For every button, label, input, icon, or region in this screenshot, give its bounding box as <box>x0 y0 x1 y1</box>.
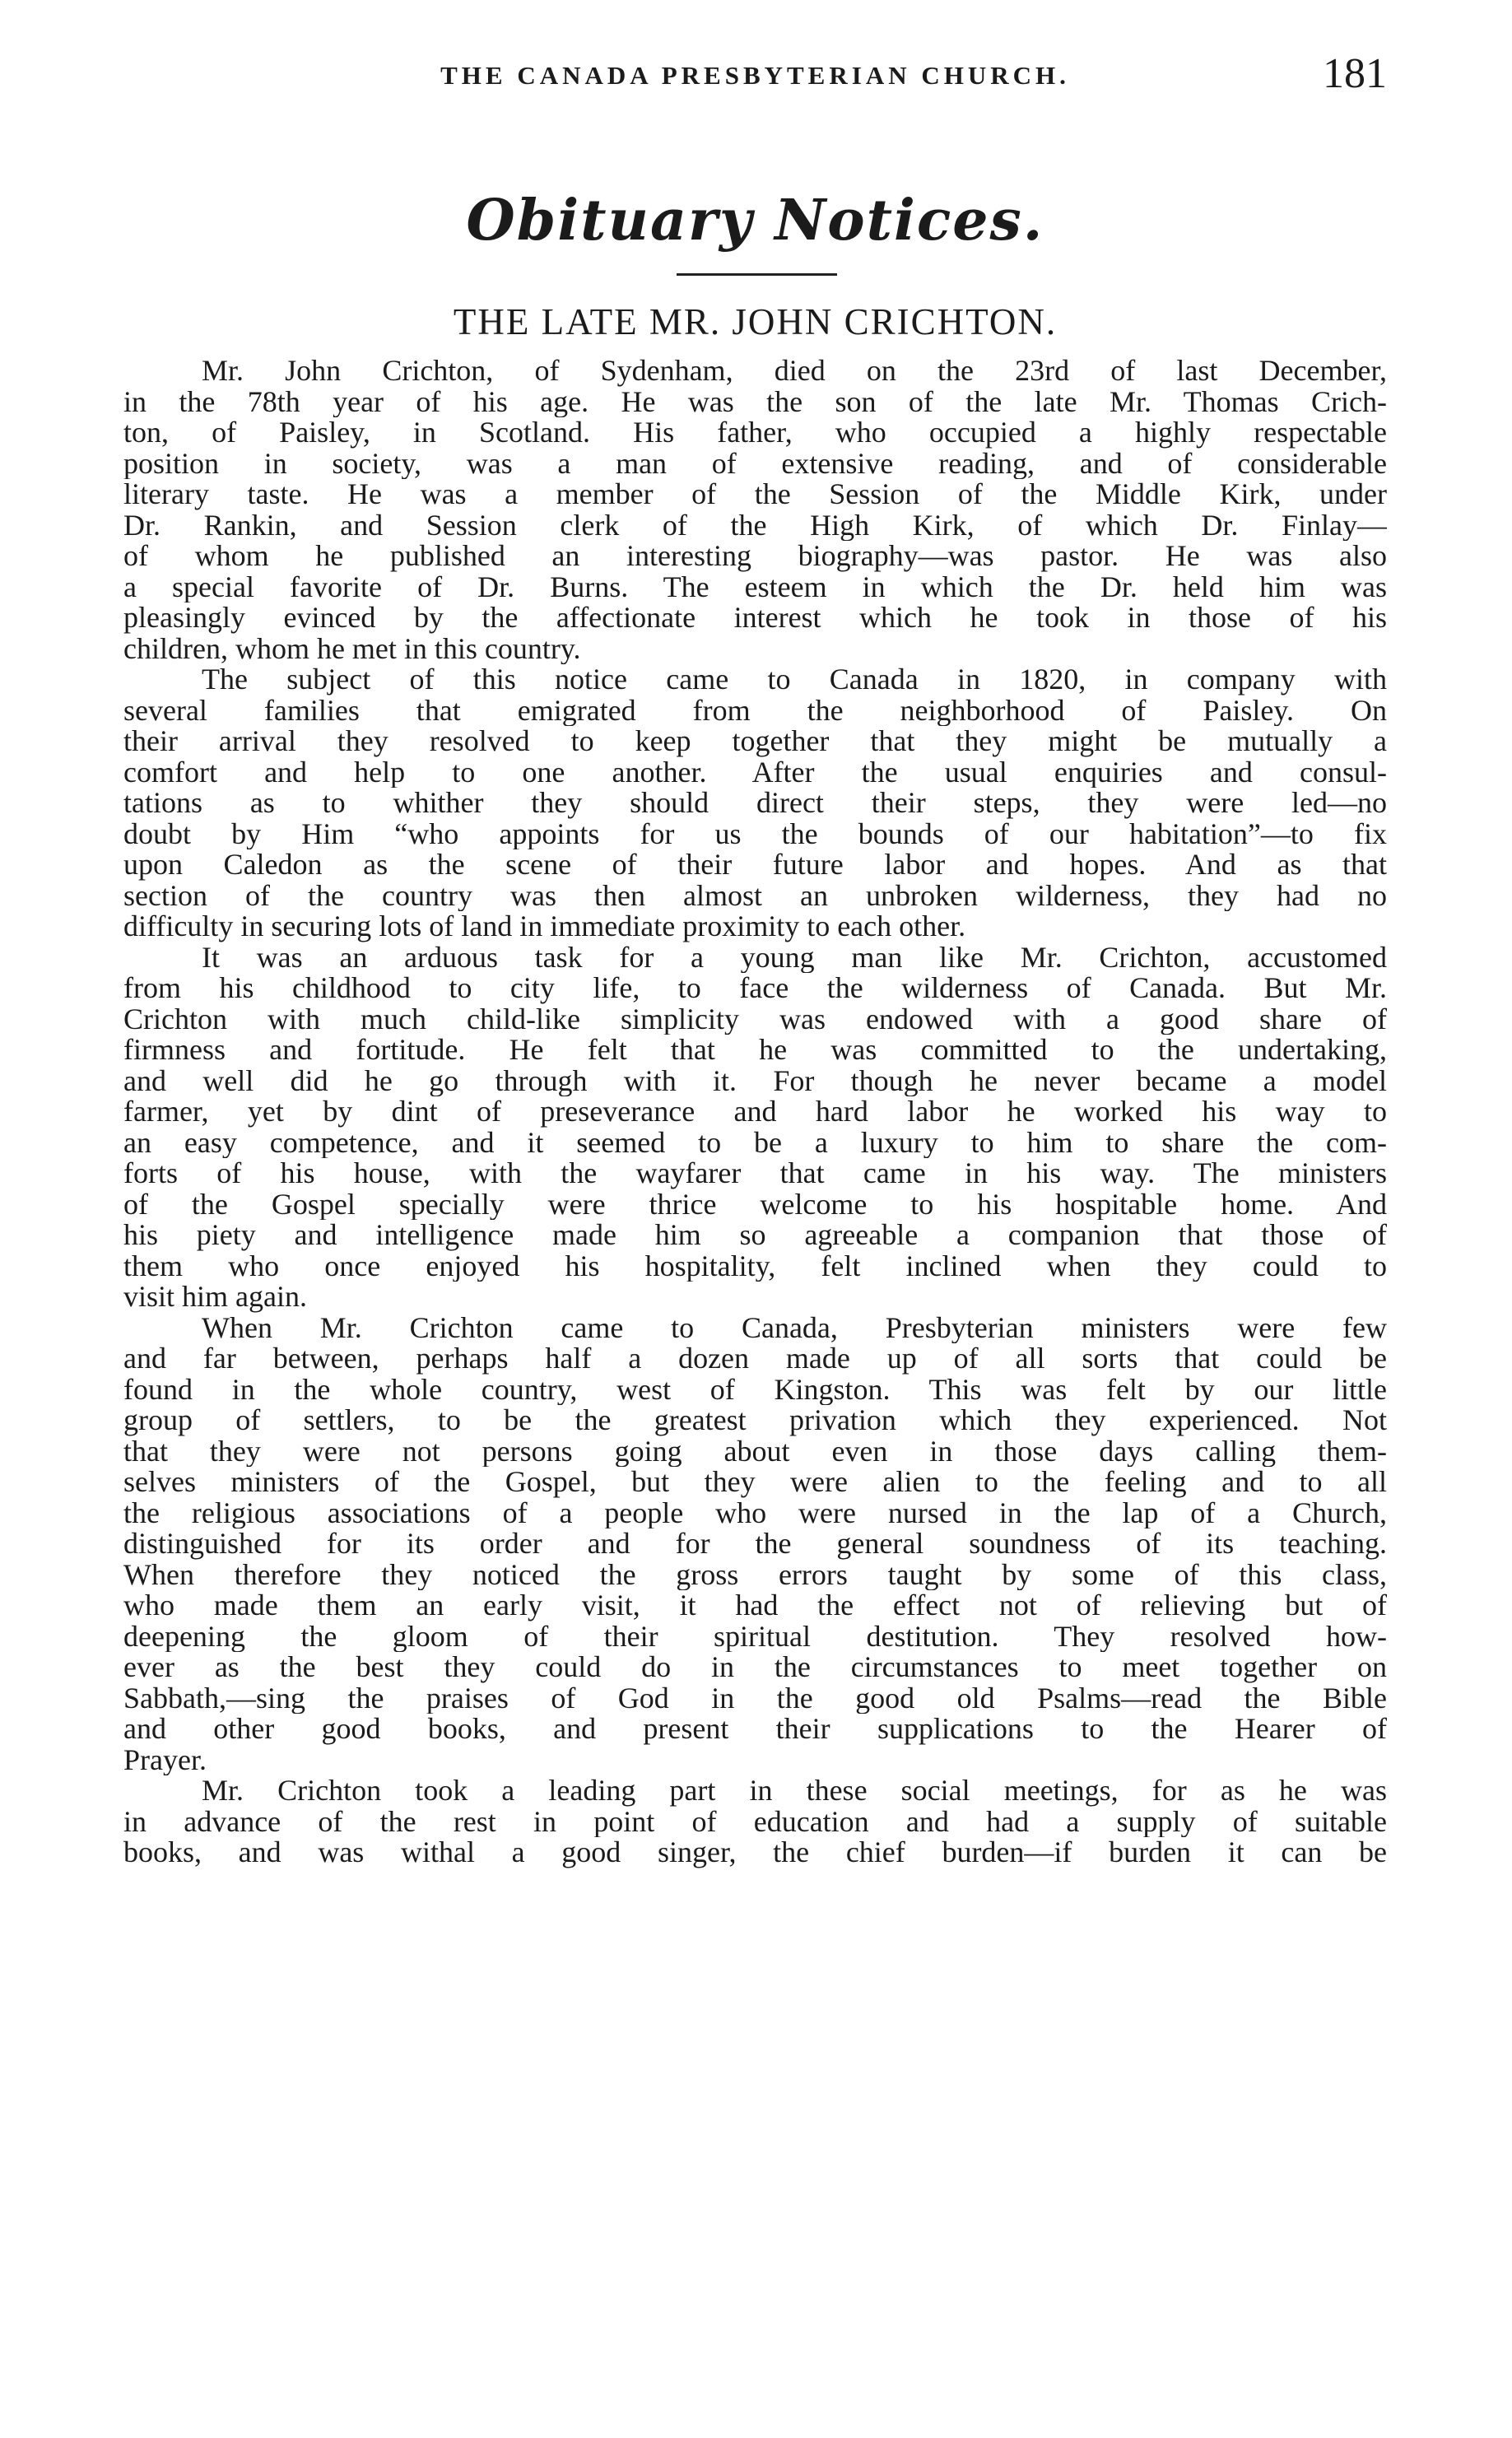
text-line: that they were not persons going about even in those days calling them- <box>123 1435 1387 1467</box>
text-line: Mr. Crichton took a leading part in these social meetings, for as he was <box>202 1775 1387 1807</box>
article-body <box>123 356 1387 1868</box>
text-line: upon Caledon as the scene of their future labor and hopes. And as that <box>123 849 1387 881</box>
text-line: It was an arduous task for a young man like Mr. Crichton, accustomed <box>202 942 1387 973</box>
text-line: group of settlers, to be the greatest privation which they experienced. Not <box>123 1405 1387 1436</box>
text-line: their arrival they resolved to keep together that they might be mutually a <box>123 726 1387 757</box>
text-line: The subject of this notice came to Canada in 1820, in company with <box>202 664 1387 696</box>
text-line: and well did he go through with it. For though he never became a model <box>123 1065 1387 1096</box>
text-line: children, whom he met in this country. <box>123 633 581 664</box>
text-line: selves ministers of the Gospel, but they were alien to the feeling and to all <box>123 1467 1387 1498</box>
text-line: Dr. Rankin, and Session clerk of the High Kirk, of which Dr. Finlay— <box>123 509 1387 541</box>
text-line: visit him again. <box>123 1282 307 1313</box>
section-heading: Obituary Notices. <box>466 188 1044 254</box>
text-line: doubt by Him “who appoints for us the bounds of our habitation”—to fix <box>123 818 1387 849</box>
text-line: Prayer. <box>123 1744 207 1775</box>
text-line: books, and was withal a good singer, the chief burden—if burden it can be <box>123 1837 1387 1868</box>
text-line: pleasingly evinced by the affectionate interest which he took in those of his <box>123 603 1387 634</box>
text-line: an easy competence, and it seemed to be a luxury to him to share the com- <box>123 1127 1387 1158</box>
text-line: from his childhood to city life, to face the wilderness of Canada. But Mr. <box>123 973 1387 1004</box>
text-line: Sabbath,—sing the praises of God in the good old Psalms—read the Bible <box>123 1682 1387 1714</box>
running-head <box>123 49 1387 107</box>
text-line: When therefore they noticed the gross errors taught by some of this class, <box>123 1559 1387 1590</box>
text-line: deepening the gloom of their spiritual destitution. They resolved how- <box>123 1621 1387 1652</box>
page-number: 181 <box>1323 50 1387 97</box>
text-line: When Mr. Crichton came to Canada, Presbyterian ministers were few <box>202 1312 1387 1343</box>
text-line: tations as to whither they should direct their steps, they were led—no <box>123 788 1387 819</box>
text-line: section of the country was then almost an unbroken wilderness, they had no <box>123 880 1387 911</box>
text-line: Crichton with much child-like simplicity was endowed with a good share of <box>123 1003 1387 1035</box>
text-line: in the 78th year of his age. He was the son of the late Mr. Thomas Crich- <box>123 386 1387 417</box>
text-line: literary taste. He was a member of the Session of the Middle Kirk, under <box>123 479 1387 510</box>
text-line: firmness and fortitude. He felt that he was committed to the undertaking, <box>123 1035 1387 1066</box>
text-line: Mr. John Crichton, of Sydenham, died on the 23rd of last December, <box>202 356 1387 387</box>
text-line: who made them an early visit, it had the effect not of relieving but of <box>123 1590 1387 1621</box>
text-line: several families that emigrated from the neighborhood of Paisley. On <box>123 695 1387 726</box>
text-line: position in society, was a man of extensive reading, and of considerable <box>123 448 1387 479</box>
text-line: and far between, perhaps half a dozen made up of all sorts that could be <box>123 1343 1387 1375</box>
heading-divider-rule <box>677 273 837 276</box>
text-line: farmer, yet by dint of preseverance and hard labor he worked his way to <box>123 1096 1387 1128</box>
text-line: them who once enjoyed his hospitality, felt inclined when they could to <box>123 1250 1387 1282</box>
running-title: THE CANADA PRESBYTERIAN CHURCH. <box>440 61 1070 90</box>
text-line: of whom he published an interesting biography—was pastor. He was also <box>123 541 1387 572</box>
text-line: difficulty in securing lots of land in immediate proximity to each other. <box>123 911 966 942</box>
text-line: the religious associations of a people who were nursed in the lap of a Church, <box>123 1497 1387 1528</box>
text-line: of the Gospel specially were thrice welcome to his hospitable home. And <box>123 1189 1387 1220</box>
text-line: found in the whole country, west of Kingston. This was felt by our little <box>123 1374 1387 1405</box>
document-page <box>123 0 1387 2438</box>
text-line: his piety and intelligence made him so agreeable a companion that those of <box>123 1220 1387 1251</box>
text-line: distinguished for its order and for the general soundness of its teaching. <box>123 1528 1387 1560</box>
text-line: in advance of the rest in point of education and had a supply of suitable <box>123 1806 1387 1837</box>
article-title: THE LATE MR. JOHN CRICHTON. <box>453 301 1058 342</box>
text-line: comfort and help to one another. After the usual enquiries and consul- <box>123 756 1387 788</box>
text-line: ever as the best they could do in the circumstances to meet together on <box>123 1652 1387 1683</box>
text-line: a special favorite of Dr. Burns. The esteem in which the Dr. held him was <box>123 571 1387 603</box>
text-line: forts of his house, with the wayfarer that came in his way. The ministers <box>123 1158 1387 1189</box>
text-line: ton, of Paisley, in Scotland. His father, who occupied a highly respectable <box>123 417 1387 449</box>
text-line: and other good books, and present their supplications to the Hearer of <box>123 1714 1387 1745</box>
